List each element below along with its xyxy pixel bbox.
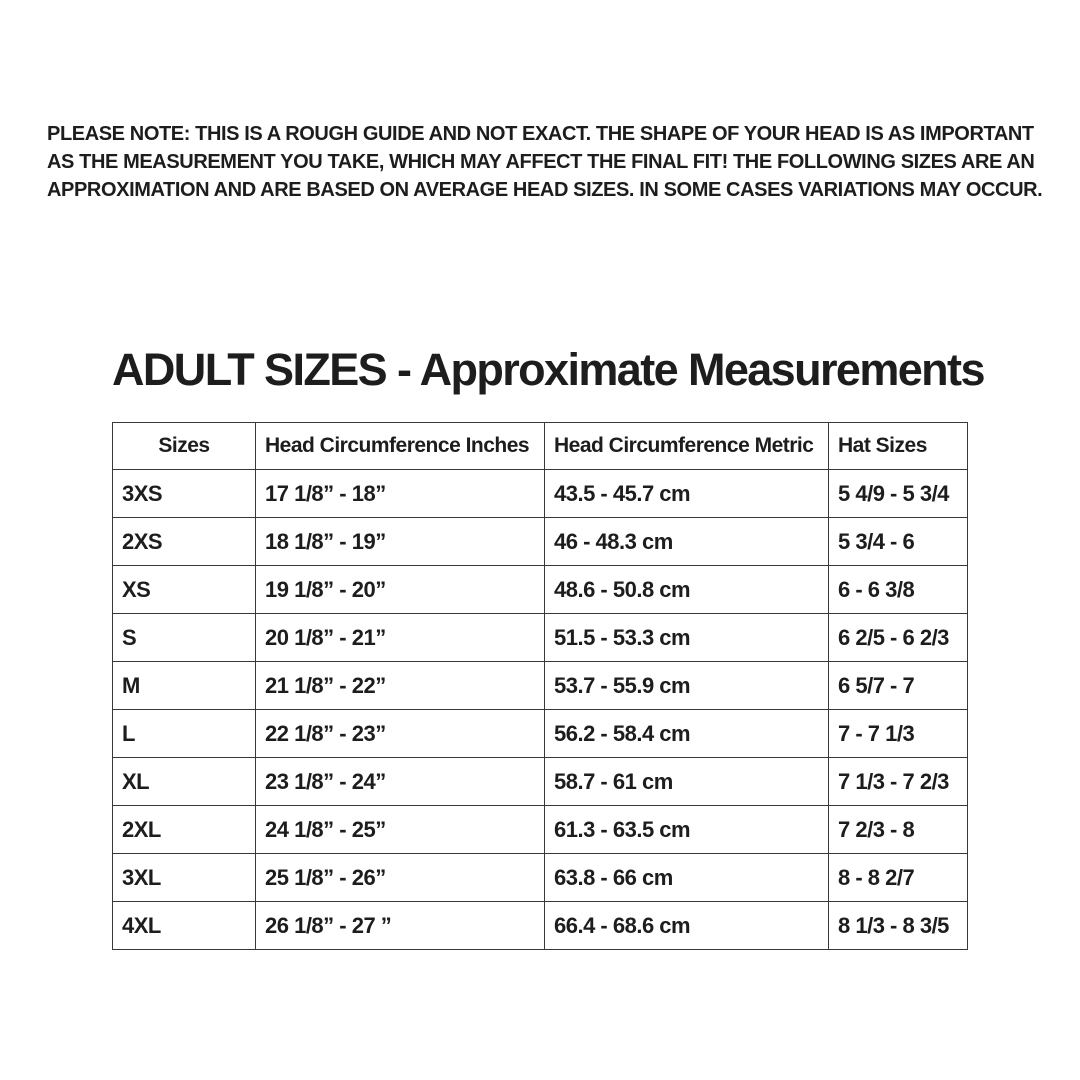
- cell-metric: 46 - 48.3 cm: [545, 518, 829, 566]
- cell-size: 2XL: [113, 806, 256, 854]
- cell-size: M: [113, 662, 256, 710]
- disclaimer-line-2: AS THE MEASUREMENT YOU TAKE, WHICH MAY AFFECT THE FINAL FIT! THE FOLLOWING SIZES ARE AN: [47, 151, 1035, 173]
- cell-size: S: [113, 614, 256, 662]
- cell-metric: 61.3 - 63.5 cm: [545, 806, 829, 854]
- cell-hat-sizes: 8 1/3 - 8 3/5: [829, 902, 968, 950]
- cell-metric: 48.6 - 50.8 cm: [545, 566, 829, 614]
- cell-metric: 51.5 - 53.3 cm: [545, 614, 829, 662]
- column-header-inches: Head Circumference Inches: [256, 423, 545, 470]
- cell-inches: 19 1/8” - 20”: [256, 566, 545, 614]
- table-row-4xl: [113, 902, 968, 950]
- cell-size: 4XL: [113, 902, 256, 950]
- cell-metric: 43.5 - 45.7 cm: [545, 470, 829, 518]
- table-row-xs: [113, 566, 968, 614]
- cell-metric: 63.8 - 66 cm: [545, 854, 829, 902]
- column-header-sizes: Sizes: [113, 423, 256, 470]
- cell-hat-sizes: 7 1/3 - 7 2/3: [829, 758, 968, 806]
- table-row-m: [113, 662, 968, 710]
- cell-size: L: [113, 710, 256, 758]
- table-row-2xl: [113, 806, 968, 854]
- cell-hat-sizes: 6 - 6 3/8: [829, 566, 968, 614]
- cell-size: 2XS: [113, 518, 256, 566]
- table-row-3xs: [113, 470, 968, 518]
- cell-inches: 22 1/8” - 23”: [256, 710, 545, 758]
- cell-hat-sizes: 7 2/3 - 8: [829, 806, 968, 854]
- cell-size: XL: [113, 758, 256, 806]
- cell-inches: 23 1/8” - 24”: [256, 758, 545, 806]
- cell-inches: 17 1/8” - 18”: [256, 470, 545, 518]
- disclaimer-line-3: APPROXIMATION AND ARE BASED ON AVERAGE HEAD SIZES. IN SOME CASES VARIATIONS MAY OCCUR.: [47, 179, 1043, 201]
- cell-inches: 18 1/8” - 19”: [256, 518, 545, 566]
- column-header-hat-sizes: Hat Sizes: [829, 423, 968, 470]
- cell-hat-sizes: 5 4/9 - 5 3/4: [829, 470, 968, 518]
- cell-inches: 26 1/8” - 27 ”: [256, 902, 545, 950]
- table-row-2xs: [113, 518, 968, 566]
- cell-hat-sizes: 5 3/4 - 6: [829, 518, 968, 566]
- size-chart-table: [112, 422, 968, 950]
- cell-inches: 25 1/8” - 26”: [256, 854, 545, 902]
- table-row-3xl: [113, 854, 968, 902]
- cell-hat-sizes: 7 - 7 1/3: [829, 710, 968, 758]
- cell-metric: 56.2 - 58.4 cm: [545, 710, 829, 758]
- cell-metric: 53.7 - 55.9 cm: [545, 662, 829, 710]
- cell-size: 3XS: [113, 470, 256, 518]
- cell-metric: 58.7 - 61 cm: [545, 758, 829, 806]
- table-row-l: [113, 710, 968, 758]
- cell-inches: 20 1/8” - 21”: [256, 614, 545, 662]
- cell-inches: 21 1/8” - 22”: [256, 662, 545, 710]
- table-row-xl: [113, 758, 968, 806]
- cell-size: 3XL: [113, 854, 256, 902]
- disclaimer-note: [47, 120, 1042, 204]
- page-title: ADULT SIZES - Approximate Measurements: [112, 344, 984, 395]
- table-row-s: [113, 614, 968, 662]
- cell-inches: 24 1/8” - 25”: [256, 806, 545, 854]
- cell-hat-sizes: 6 5/7 - 7: [829, 662, 968, 710]
- cell-size: XS: [113, 566, 256, 614]
- cell-metric: 66.4 - 68.6 cm: [545, 902, 829, 950]
- table-header-row: [113, 423, 968, 470]
- cell-hat-sizes: 6 2/5 - 6 2/3: [829, 614, 968, 662]
- disclaimer-line-1: PLEASE NOTE: THIS IS A ROUGH GUIDE AND NOT EXACT. THE SHAPE OF YOUR HEAD IS AS IMPORTANT: [47, 123, 1034, 145]
- column-header-metric: Head Circumference Metric: [545, 423, 829, 470]
- cell-hat-sizes: 8 - 8 2/7: [829, 854, 968, 902]
